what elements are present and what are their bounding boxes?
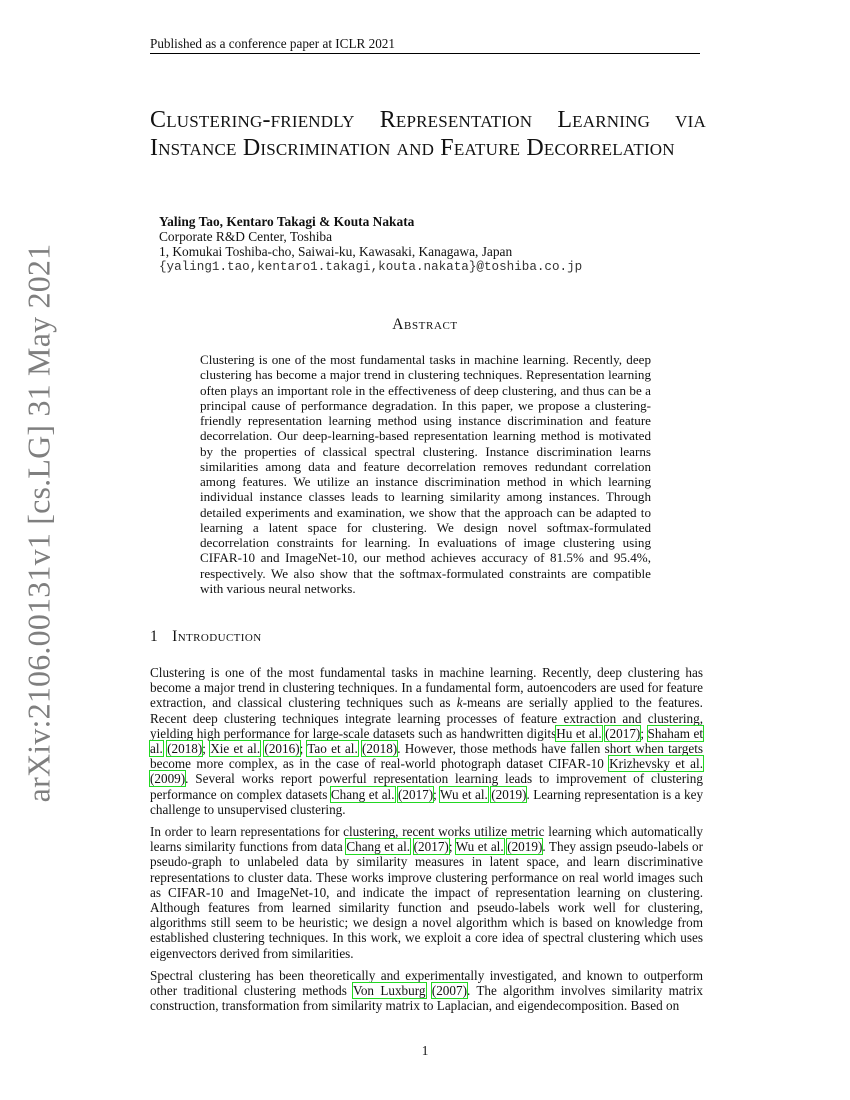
text-run: . Learning representation is a key challenge to unsupervised clustering.: [150, 786, 704, 817]
citation-link[interactable]: Wu et al.: [440, 786, 488, 802]
citation-link[interactable]: (2017): [413, 839, 449, 855]
text-run: In order to learn representations for clustering, recent works utilize metric learning which automatically learns similarity functions from data: [150, 824, 703, 855]
section-number: 1: [150, 628, 159, 645]
text-run: -means are serially applied to the features. Recent deep clustering techniques integrate learning processes of feature extraction and clustering, yielding high performance for large-scale datasets such as handwritten digits: [150, 695, 703, 741]
paragraph: Clustering is one of the most fundamental tasks in machine learning. Recently, deep clustering has become a major trend in clustering techniques. In a fundamental form, autoencoders are used for feature extraction, and classical clustering techniques such as k-means are serially applied to the features. Recent deep clustering techniques integrate learning processes of feature extraction and clustering, yielding high performance for large-scale datasets such as handwritten digitsHu et al. (2017); Shaham et al. (2018); Xie et al. (2016); Tao et al. (2018). However, those methods have fallen short when targets become more complex, as in the case of real-world photograph dataset CIFAR-10 Krizhevsky et al. (2009). Several works report powerful representation learning leads to improvement of clustering performance on complex datasets Chang et al. (2017); Wu et al. (2019). Learning representation is a key challenge to unsupervised clustering.: [150, 665, 704, 817]
citation-link[interactable]: (2016): [264, 741, 300, 757]
introduction-body: [150, 665, 703, 1020]
citation-link[interactable]: (2017): [397, 786, 434, 802]
author-address: 1, Komukai Toshiba-cho, Saiwai-ku, Kawasaki, Kanagawa, Japan: [159, 244, 513, 260]
citation-link[interactable]: Chang et al.: [346, 839, 411, 855]
text-run: . Several works report powerful representation learning leads to improvement of clustering performance on complex datasets: [150, 771, 703, 802]
math-k: k: [456, 695, 463, 711]
citation-link[interactable]: Chang et al.: [330, 786, 395, 802]
section-title: Introduction: [172, 628, 262, 645]
citation-link[interactable]: (2007): [431, 983, 467, 999]
text-run: Clustering is one of the most fundamental tasks in machine learning. Recently, deep clustering has become a major trend in clustering techniques. In a fundamental form, autoencoders are used for feature extraction, and classical clustering techniques such as: [150, 665, 703, 711]
citation-link[interactable]: (2017): [605, 725, 641, 741]
page-number: 1: [421, 1043, 429, 1058]
running-header: Published as a conference paper at ICLR 2021: [150, 36, 700, 54]
abstract-text: Clustering is one of the most fundamental tasks in machine learning. Recently, deep clustering has become a major trend in clustering techniques. Representation learning often plays an important role in the effectiveness of deep clustering, and thus can be a principal cause of performance degradation. In this paper, we propose a clustering-friendly representation learning method using instance discrimination and feature decorrelation. Our deep-learning-based representation learning method is motivated by the properties of classical spectral clustering. Instance discrimination learns similarities among data and feature decorrelation removes redundant correlation among features. We utilize an instance discrimination method in which learning individual instance classes leads to learning similarity among instances. Through detailed experiments and examination, we show that the approach can be adapted to learning a latent space for clustering. We design novel softmax-formulated decorrelation constraints for learning. In evaluations of image clustering using CIFAR-10 and ImageNet-10, our method achieves accuracy of 81.5% and 95.4%, respectively. We also show that the softmax-formulated constraints are compatible with various neural networks.: [200, 352, 651, 596]
citation-link[interactable]: Xie et al.: [210, 741, 261, 757]
author-email[interactable]: {yaling1.tao,kentaro1.takagi,kouta.nakata}@toshiba.co.jp: [159, 259, 583, 274]
citation-link[interactable]: Tao et al.: [307, 741, 358, 757]
citation-link[interactable]: Krizhevsky et al.: [609, 756, 703, 772]
author-block: [159, 214, 699, 275]
text-run: Spectral clustering has been theoretically and experimentally investigated, and known to outperform other traditional clustering methods: [150, 967, 703, 999]
paragraph: In order to learn representations for clustering, recent works utilize metric learning which automatically learns similarity functions from data Chang et al. (2017); Wu et al. (2019). They assign pseudo-labels or pseudo-graph to unlabeled data by similarity measures in latent space, and learn discriminative representations to cluster data. These works improve clustering performance on real world images such as CIFAR-10 and ImageNet-10, and indicate the impact of representation learning on clustering. Although features from learned similarity function and pseudo-labels work well for clustering, algorithms still seem to be heuristic; we design a novel algorithm which is based on knowledge from established clustering techniques. In this work, we exploit a core idea of spectral clustering which uses eigenvectors derived from similarities.: [150, 824, 704, 961]
arxiv-identifier-stamp[interactable]: arXiv:2106.00131v1 [cs.LG] 31 May 2021: [20, 243, 57, 803]
citation-link[interactable]: (2018): [362, 741, 398, 757]
citation-link[interactable]: Shaham et al.: [150, 725, 703, 757]
paragraph: [150, 968, 703, 1014]
abstract-heading: Abstract: [392, 316, 458, 333]
paper-title: Clustering-friendly Representation Learning via Instance Discrimination and Feature Decorrelation: [150, 107, 706, 161]
author-names: Yaling Tao, Kentaro Takagi & Kouta Nakata: [159, 214, 415, 229]
citation-link[interactable]: Wu et al.: [455, 839, 504, 855]
citation-link[interactable]: (2019): [507, 839, 543, 855]
citation-link[interactable]: Von Luxburg: [353, 983, 426, 999]
citation-link[interactable]: (2019): [491, 786, 527, 802]
citation-link[interactable]: (2018): [167, 741, 203, 757]
text-run: . However, those methods have fallen short when targets become more complex, as in the case of real-world photograph dataset CIFAR-10: [150, 741, 704, 772]
text-run: . They assign pseudo-labels or pseudo-graph to unlabeled data by similarity measures in latent space, and learn discriminative representations to cluster data. These works improve clustering performance on real world images such as CIFAR-10 and ImageNet-10, and indicate the impact of representation learning on clustering. Although features from learned similarity function and pseudo-labels work well for clustering, algorithms still seem to be heuristic; we design a novel algorithm which is based on knowledge from established clustering techniques. In this work, we exploit a core idea of spectral clustering which uses eigenvectors derived from similarities.: [150, 839, 704, 961]
citation-link[interactable]: (2009): [150, 771, 186, 787]
text-run: . The algorithm involves similarity matrix construction, transformation from similarity matrix to Laplacian, and eigendecomposition. Based on: [150, 983, 704, 1014]
citation-link[interactable]: Hu et al.: [556, 725, 602, 741]
author-affiliation: Corporate R&D Center, Toshiba: [159, 229, 333, 245]
section-heading-introduction: [150, 628, 262, 646]
